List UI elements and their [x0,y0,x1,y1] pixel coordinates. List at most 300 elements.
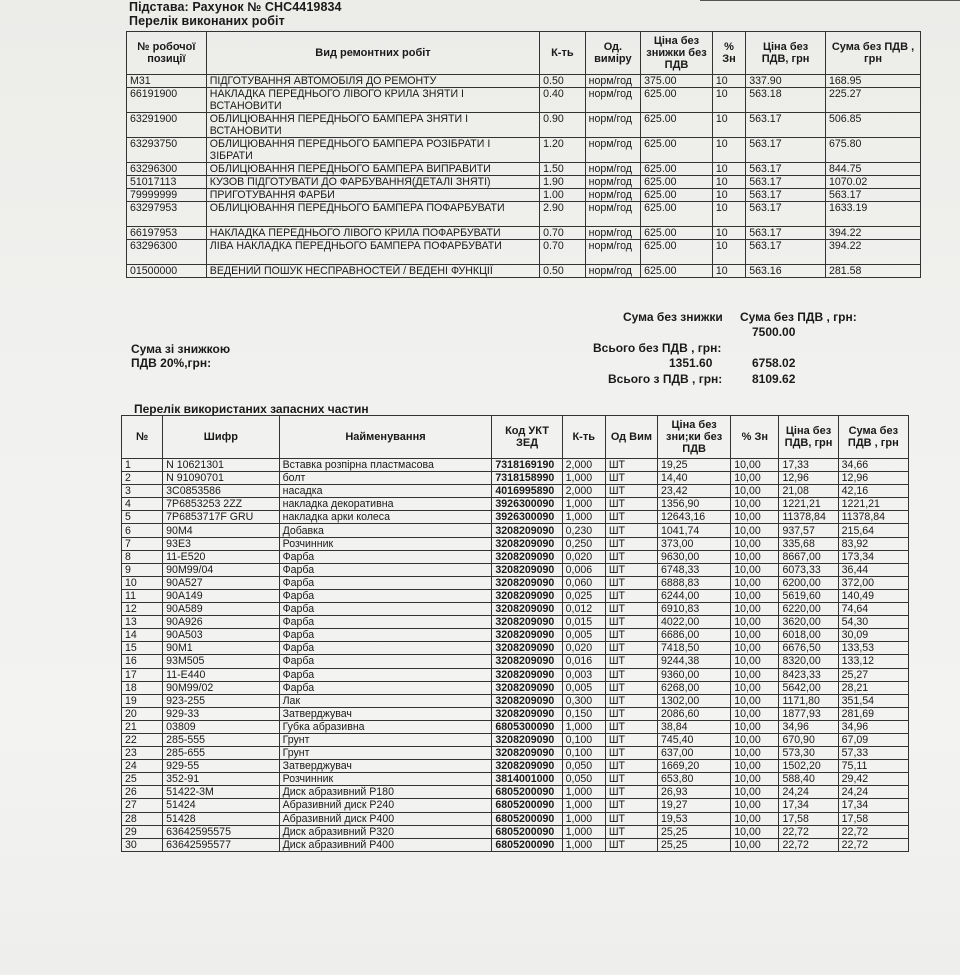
works-cell-pos: 63291900 [127,113,207,138]
works-cell-pos: 51017113 [127,176,207,189]
parts-cell-qty: 0,150 [562,707,605,720]
parts-table-row [122,812,909,825]
parts-cell-qty: 2,000 [562,459,605,472]
works-cell-price: 625.00 [641,202,713,227]
parts-cell-n: 14 [122,629,163,642]
works-cell-disc: 10 [712,138,745,163]
parts-cell-sum: 11378,84 [838,511,908,524]
parts-table-row [122,563,909,576]
parts-table-row [122,485,909,498]
parts-cell-n: 1 [122,459,163,472]
parts-cell-price: 19,25 [658,459,731,472]
works-cell-pos: 79999999 [127,189,207,202]
works-cell-disc: 10 [712,88,745,113]
works-table-row [127,202,921,227]
parts-cell-name: Диск абразивний P320 [279,825,492,838]
parts-cell-qty: 0,060 [562,576,605,589]
vat-value: 1351.60 [669,356,713,370]
parts-cell-unit: ШТ [605,472,657,485]
parts-cell-ukt: 3926300090 [492,498,562,511]
parts-cell-name: накладка арки колеса [279,511,492,524]
parts-cell-unit: ШТ [605,786,657,799]
works-cell-price: 625.00 [641,88,713,113]
works-cell-name: КУЗОВ ПІДГОТУВАТИ ДО ФАРБУВАННЯ(ДЕТАЛІ ЗНЯТІ) [206,176,539,189]
works-cell-qty: 2.90 [540,202,585,227]
works-cell-net: 337.90 [746,75,826,88]
parts-cell-qty: 0,005 [562,629,605,642]
parts-cell-ukt: 4016995890 [492,485,562,498]
parts-cell-name: Губка абразивна [279,720,492,733]
parts-cell-disc: 10,00 [731,498,779,511]
works-cell-net: 563.17 [746,138,826,163]
parts-cell-ukt: 3208209090 [492,603,562,616]
parts-cell-sum: 281,69 [838,707,908,720]
parts-cell-price: 25,25 [658,825,731,838]
parts-cell-ukt: 6805200090 [492,812,562,825]
works-cell-qty: 1.00 [540,189,585,202]
parts-cell-price: 19,53 [658,812,731,825]
parts-cell-net: 11378,84 [779,511,838,524]
parts-cell-name: накладка декоративна [279,498,492,511]
parts-cell-sum: 22,72 [838,838,908,851]
parts-cell-n: 9 [122,563,163,576]
parts-cell-price: 7418,50 [658,642,731,655]
parts-cell-qty: 1,000 [562,720,605,733]
parts-cell-n: 22 [122,733,163,746]
parts-cell-price: 1669,20 [658,760,731,773]
parts-cell-disc: 10,00 [731,550,779,563]
parts-cell-net: 5642,00 [779,681,838,694]
parts-cell-sum: 12,96 [838,472,908,485]
works-cell-price: 625.00 [641,138,713,163]
works-cell-sum: 1633.19 [825,202,920,227]
works-cell-disc: 10 [712,240,745,265]
parts-cell-ukt: 6805200090 [492,838,562,851]
parts-cell-unit: ШТ [605,773,657,786]
parts-col-ukt: Код УКТ ЗЕД [492,416,562,459]
parts-cell-sum: 22,72 [838,825,908,838]
vat-label: ПДВ 20%,грн: [131,356,212,370]
works-cell-unit: норм/год [585,189,641,202]
parts-cell-ukt: 3208209090 [492,629,562,642]
parts-cell-disc: 10,00 [731,747,779,760]
works-table-row [127,227,921,240]
works-cell-sum: 225.27 [825,88,920,113]
parts-cell-n: 24 [122,760,163,773]
parts-cell-unit: ШТ [605,668,657,681]
parts-cell-unit: ШТ [605,694,657,707]
works-cell-pos: 66191900 [127,88,207,113]
works-cell-sum: 394.22 [825,227,920,240]
parts-cell-n: 27 [122,799,163,812]
works-cell-price: 625.00 [641,227,713,240]
works-table-row [127,113,921,138]
parts-cell-ukt: 3208209090 [492,642,562,655]
parts-cell-name: Фарба [279,589,492,602]
parts-cell-disc: 10,00 [731,511,779,524]
parts-table-row [122,786,909,799]
works-cell-unit: норм/год [585,113,641,138]
works-cell-name: ПРИГОТУВАННЯ ФАРБИ [206,189,539,202]
parts-cell-sum: 351,54 [838,694,908,707]
parts-cell-price: 373,00 [658,537,731,550]
parts-cell-sum: 74,64 [838,603,908,616]
parts-cell-n: 8 [122,550,163,563]
parts-cell-price: 1041,74 [658,524,731,537]
parts-cell-sum: 34,96 [838,720,908,733]
parts-cell-net: 6676,50 [779,642,838,655]
works-col-name: Вид ремонтних робіт [206,32,539,75]
parts-cell-disc: 10,00 [731,799,779,812]
parts-table-header [122,416,909,459]
parts-cell-price: 9244,38 [658,655,731,668]
works-cell-qty: 1.20 [540,138,585,163]
works-table-row [127,163,921,176]
works-cell-price: 375.00 [641,75,713,88]
parts-cell-sum: 75,11 [838,760,908,773]
parts-cell-net: 6200,00 [779,576,838,589]
parts-cell-unit: ШТ [605,603,657,616]
works-cell-qty: 0.70 [540,240,585,265]
parts-cell-disc: 10,00 [731,616,779,629]
parts-cell-n: 5 [122,511,163,524]
works-col-qty: К-ть [540,32,585,75]
works-cell-unit: норм/год [585,138,641,163]
parts-cell-net: 17,58 [779,812,838,825]
parts-cell-disc: 10,00 [731,472,779,485]
parts-cell-code: 90M1 [163,642,279,655]
parts-cell-code: 90A589 [163,603,279,616]
parts-cell-disc: 10,00 [731,668,779,681]
works-cell-price: 625.00 [641,113,713,138]
parts-cell-disc: 10,00 [731,838,779,851]
parts-cell-net: 6073,33 [779,563,838,576]
parts-cell-n: 29 [122,825,163,838]
works-table-row [127,176,921,189]
parts-cell-qty: 1,000 [562,825,605,838]
parts-cell-qty: 0,300 [562,694,605,707]
parts-cell-net: 588,40 [779,773,838,786]
parts-cell-unit: ШТ [605,485,657,498]
parts-cell-qty: 1,000 [562,838,605,851]
works-cell-unit: норм/год [585,227,641,240]
parts-cell-price: 1356,90 [658,498,731,511]
works-cell-sum: 506.85 [825,113,920,138]
works-col-unit: Од. виміру [585,32,641,75]
parts-cell-net: 6220,00 [779,603,838,616]
parts-cell-n: 12 [122,603,163,616]
parts-col-code: Шифр [163,416,279,459]
parts-cell-net: 8320,00 [779,655,838,668]
parts-cell-net: 6018,00 [779,629,838,642]
parts-cell-qty: 0,100 [562,733,605,746]
total-with-vat-value: 8109.62 [752,372,796,386]
parts-table-row [122,668,909,681]
works-cell-disc: 10 [712,265,745,278]
parts-table-row [122,629,909,642]
parts-table-row [122,799,909,812]
parts-cell-unit: ШТ [605,642,657,655]
parts-cell-net: 17,34 [779,799,838,812]
parts-cell-name: Фарба [279,563,492,576]
parts-table-row [122,459,909,472]
works-cell-qty: 0.50 [540,265,585,278]
parts-cell-unit: ШТ [605,511,657,524]
works-cell-disc: 10 [712,176,745,189]
parts-cell-disc: 10,00 [731,629,779,642]
parts-cell-code: 90A527 [163,576,279,589]
parts-cell-price: 9630,00 [658,550,731,563]
works-cell-net: 563.17 [746,113,826,138]
parts-cell-unit: ШТ [605,589,657,602]
parts-cell-ukt: 3208209090 [492,576,562,589]
parts-cell-sum: 17,58 [838,812,908,825]
works-cell-price: 625.00 [641,189,713,202]
parts-cell-code: 7P6853253 2ZZ [163,498,279,511]
works-cell-unit: норм/год [585,176,641,189]
parts-cell-n: 11 [122,589,163,602]
parts-cell-qty: 0,025 [562,589,605,602]
parts-cell-net: 335,68 [779,537,838,550]
parts-cell-code: 93M505 [163,655,279,668]
parts-cell-code: 352-91 [163,773,279,786]
parts-cell-net: 17,33 [779,459,838,472]
works-table-row [127,88,921,113]
parts-table-row [122,733,909,746]
works-cell-disc: 10 [712,202,745,227]
parts-cell-disc: 10,00 [731,603,779,616]
parts-cell-qty: 1,000 [562,498,605,511]
parts-cell-qty: 0,016 [562,655,605,668]
parts-cell-name: Добавка [279,524,492,537]
works-table-row [127,138,921,163]
works-cell-name: ЛІВА НАКЛАДКА ПЕРЕДНЬОГО БАМПЕРА ПОФАРБУВАТИ [206,240,539,265]
parts-cell-sum: 30,09 [838,629,908,642]
works-col-sum: Сума без ПДВ , грн [825,32,920,75]
parts-cell-n: 21 [122,720,163,733]
parts-cell-n: 15 [122,642,163,655]
parts-cell-n: 13 [122,616,163,629]
parts-table-row [122,681,909,694]
total-no-vat-label: Всього без ПДВ , грн: [593,341,722,355]
parts-cell-price: 6888,83 [658,576,731,589]
parts-cell-code: 3C0853586 [163,485,279,498]
parts-cell-net: 1877,93 [779,707,838,720]
parts-cell-unit: ШТ [605,550,657,563]
parts-cell-disc: 10,00 [731,760,779,773]
works-cell-sum: 844.75 [825,163,920,176]
works-cell-net: 563.17 [746,227,826,240]
parts-cell-net: 21,08 [779,485,838,498]
parts-cell-code: 63642595577 [163,838,279,851]
parts-cell-n: 4 [122,498,163,511]
works-cell-disc: 10 [712,189,745,202]
parts-cell-ukt: 3208209090 [492,589,562,602]
works-col-position: № робочої позиції [127,32,207,75]
parts-cell-code: 90A926 [163,616,279,629]
parts-cell-disc: 10,00 [731,825,779,838]
parts-cell-code: 11-E440 [163,668,279,681]
parts-cell-n: 19 [122,694,163,707]
works-title: Перелік виконаних робіт [129,14,285,28]
works-cell-pos: M31 [127,75,207,88]
works-cell-disc: 10 [712,75,745,88]
parts-cell-ukt: 3208209090 [492,760,562,773]
parts-cell-unit: ШТ [605,747,657,760]
parts-col-number: № [122,416,163,459]
works-cell-net: 563.18 [746,88,826,113]
parts-cell-disc: 10,00 [731,773,779,786]
works-cell-net: 563.16 [746,265,826,278]
parts-cell-price: 653,80 [658,773,731,786]
works-cell-pos: 63296300 [127,163,207,176]
parts-cell-name: Грунт [279,733,492,746]
parts-cell-code: 929-33 [163,707,279,720]
parts-cell-sum: 133,53 [838,642,908,655]
parts-cell-code: N 91090701 [163,472,279,485]
works-table-row [127,75,921,88]
parts-table-row [122,550,909,563]
parts-table-row [122,773,909,786]
parts-cell-price: 6244,00 [658,589,731,602]
parts-cell-sum: 67,09 [838,733,908,746]
parts-cell-sum: 54,30 [838,616,908,629]
parts-cell-name: Диск абразивний P400 [279,838,492,851]
parts-cell-ukt: 3208209090 [492,707,562,720]
parts-table-row [122,498,909,511]
parts-cell-ukt: 3208209090 [492,694,562,707]
parts-cell-unit: ШТ [605,616,657,629]
parts-cell-code: 923-255 [163,694,279,707]
parts-cell-qty: 0,100 [562,747,605,760]
parts-cell-price: 745,40 [658,733,731,746]
parts-cell-qty: 0,005 [562,681,605,694]
works-cell-pos: 66197953 [127,227,207,240]
parts-cell-sum: 215,64 [838,524,908,537]
parts-cell-n: 26 [122,786,163,799]
parts-cell-qty: 1,000 [562,472,605,485]
parts-col-price: Ціна без зни;ки без ПДВ [658,416,731,459]
parts-cell-price: 1302,00 [658,694,731,707]
parts-cell-disc: 10,00 [731,563,779,576]
parts-cell-price: 637,00 [658,747,731,760]
works-cell-disc: 10 [712,227,745,240]
parts-cell-ukt: 3208209090 [492,655,562,668]
works-cell-pos: 01500000 [127,265,207,278]
works-cell-qty: 0.90 [540,113,585,138]
parts-col-name: Найменування [279,416,492,459]
parts-cell-sum: 24,24 [838,786,908,799]
parts-cell-ukt: 3208209090 [492,550,562,563]
parts-cell-unit: ШТ [605,681,657,694]
parts-cell-disc: 10,00 [731,576,779,589]
sum-no-vat-label: Сума без ПДВ , грн: [740,310,857,324]
parts-cell-unit: ШТ [605,707,657,720]
parts-cell-name: Лак [279,694,492,707]
parts-cell-code: 90A503 [163,629,279,642]
parts-cell-price: 6910,83 [658,603,731,616]
parts-cell-name: Абразивний диск P400 [279,812,492,825]
parts-cell-sum: 1221,21 [838,498,908,511]
parts-cell-unit: ШТ [605,812,657,825]
works-table-header [127,32,921,75]
works-cell-sum: 675.80 [825,138,920,163]
parts-cell-code: 90M99/02 [163,681,279,694]
parts-cell-qty: 0,250 [562,537,605,550]
parts-table-row [122,472,909,485]
works-cell-pos: 63293750 [127,138,207,163]
works-cell-price: 625.00 [641,265,713,278]
parts-cell-net: 8667,00 [779,550,838,563]
parts-cell-ukt: 3208209090 [492,616,562,629]
works-cell-net: 563.17 [746,176,826,189]
parts-table-row [122,603,909,616]
parts-cell-ukt: 3814001000 [492,773,562,786]
parts-cell-sum: 36,44 [838,563,908,576]
parts-cell-ukt: 3208209090 [492,747,562,760]
works-cell-sum: 281.58 [825,265,920,278]
parts-table-row [122,825,909,838]
parts-cell-net: 573,30 [779,747,838,760]
parts-table-row [122,616,909,629]
parts-cell-price: 4022,00 [658,616,731,629]
parts-cell-net: 22,72 [779,838,838,851]
parts-cell-net: 1221,21 [779,498,838,511]
parts-cell-n: 17 [122,668,163,681]
parts-cell-ukt: 7318169190 [492,459,562,472]
parts-cell-unit: ШТ [605,629,657,642]
works-cell-qty: 0.70 [540,227,585,240]
works-table-row [127,240,921,265]
parts-cell-code: 929-55 [163,760,279,773]
parts-cell-disc: 10,00 [731,524,779,537]
parts-table-row [122,760,909,773]
parts-cell-sum: 42,16 [838,485,908,498]
works-cell-name: ОБЛИЦЮВАННЯ ПЕРЕДНЬОГО БАМПЕРА ЗНЯТИ І ВСТАНОВИТИ [206,113,539,138]
parts-cell-ukt: 3208209090 [492,681,562,694]
parts-title: Перелік використаних запасних частин [134,402,369,416]
parts-cell-sum: 83,92 [838,537,908,550]
parts-cell-disc: 10,00 [731,681,779,694]
parts-cell-disc: 10,00 [731,589,779,602]
works-cell-sum: 563.17 [825,189,920,202]
basis-line: Підстава: Рахунок № CHC4419834 [129,0,342,14]
parts-cell-net: 8423,33 [779,668,838,681]
parts-cell-ukt: 3208209090 [492,537,562,550]
parts-table-row [122,576,909,589]
parts-cell-disc: 10,00 [731,537,779,550]
parts-cell-sum: 140,49 [838,589,908,602]
parts-cell-ukt: 7318158990 [492,472,562,485]
works-cell-net: 563.17 [746,240,826,265]
parts-cell-name: Затверджувач [279,760,492,773]
parts-cell-qty: 0,020 [562,550,605,563]
parts-cell-name: Фарба [279,668,492,681]
parts-col-net-price: Ціна без ПДВ, грн [779,416,838,459]
works-cell-disc: 10 [712,113,745,138]
parts-cell-price: 14,40 [658,472,731,485]
works-cell-sum: 394.22 [825,240,920,265]
parts-cell-disc: 10,00 [731,733,779,746]
parts-cell-code: 285-555 [163,733,279,746]
parts-cell-unit: ШТ [605,655,657,668]
parts-cell-net: 24,24 [779,786,838,799]
parts-cell-code: N 10621301 [163,459,279,472]
parts-cell-unit: ШТ [605,720,657,733]
parts-cell-n: 23 [122,747,163,760]
parts-cell-qty: 0,050 [562,773,605,786]
parts-cell-name: Фарба [279,655,492,668]
